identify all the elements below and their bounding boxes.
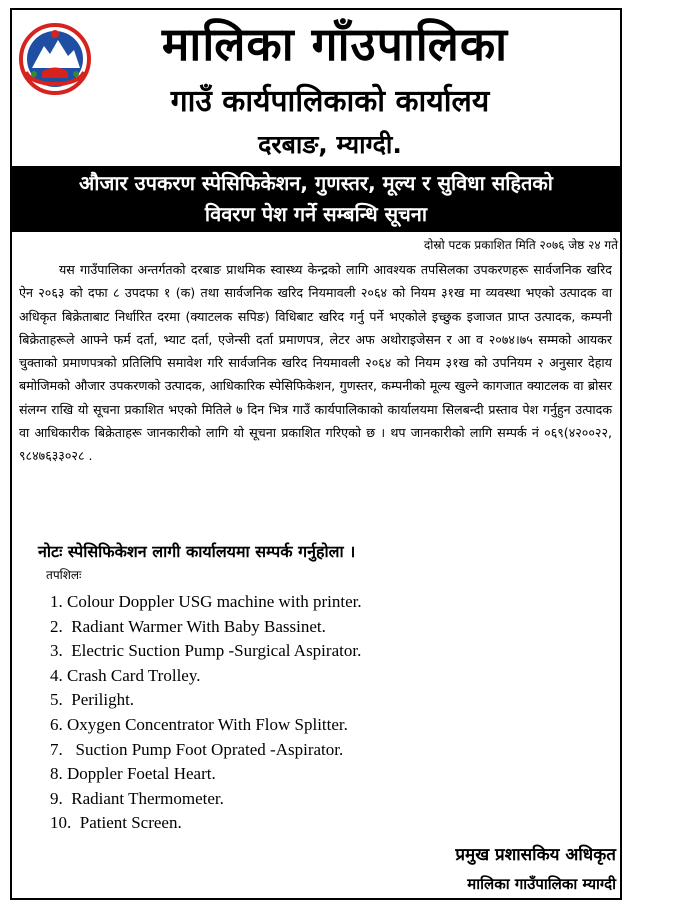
equipment-list xyxy=(50,590,362,836)
list-item: 10. Patient Screen. xyxy=(50,813,182,833)
notice-body xyxy=(19,258,612,468)
publish-date: दोस्रो पटक प्रकाशित मिति २०७६ जेष्ठ २४ गते xyxy=(423,238,618,252)
specification-note: नोटः स्पेसिफिकेशन लागी कार्यालयमा सम्पर्क गर्नुहोला । xyxy=(38,542,356,561)
list-item: 6. Oxygen Concentrator With Flow Splitter. xyxy=(50,714,348,734)
office-address: दरबाङ, म्याग्दी. xyxy=(258,130,402,159)
headline-line-2: विवरण पेश गर्ने सम्बन्धि सूचना xyxy=(204,202,428,226)
notice-headline-banner xyxy=(11,166,621,232)
list-label: तपशिलः xyxy=(46,568,82,582)
list-item: 3. Electric Suction Pump -Surgical Aspirator. xyxy=(50,641,362,661)
notice-body-paragraph: यस गाउँपालिका अन्तर्गतको दरबाङ प्राथमिक स्वास्थ्य केन्द्रको लागि आवश्यक तपसिलका उपकरणहरू सार्वजनिक खरिद ऐन २०६३ को दफा ८ उपदफा १ (क) तथा सार्वजनिक खरिद नियमावली २०६४ को नियम ३१ख मा व्यवस्था भएको उत्पादक वा अधिकृत बिक्रेताबाट निर्धारित दरमा (क्याटलक सपिङ) विधिबाट खरिद गर्नु पर्ने भएकोले इच्छुक इजाजत प्राप्त उत्पादक, कम्पनी बिक्रेताहरूले आफ्ने फर्म दर्ता, भ्याट दर्ता, एजेन्सी दर्ता प्रमाणपत्र, लेटर अफ अथोराइजेसन र आ व २०७४।७५ सम्मको आयकर चुक्ताको प्रमाणपत्रको प्रतिलिपि समावेश गरि सार्वजनिक खरिद नियमावली २०६४ को नियम ३१ख को उपनियम २ अनुसार देहाय बमोजिमको औजार उपकरणको उत्पादक, आधिकारिक स्पेसिफिकेशन, गुणस्तर, कम्पनीको मूल्य खुल्ने कागजात क्याटलक वा ब्रोसर संलग्न राखि यो सूचना प्रकाशित भएको मितिले ७ दिन भित्र गाउँ कार्यपालिकाको कार्यालयमा सिलबन्दी प्रस्ताव पेश गर्नुहुन उत्पादक वा आधिकारीक बिक्रेताहरू जानकारीको लागि यो सूचना प्रकाशित गरिएको छ । थप जानकारीको लागि सम्पर्क नं ०६९(४२००२२, ९८४७६३३०२८ . xyxy=(19,262,612,464)
nepal-government-emblem-icon xyxy=(18,22,92,96)
headline-line-1: औजार उपकरण स्पेसिफिकेशन, गुणस्तर, मूल्य र सुविधा सहितको xyxy=(79,171,553,195)
signatory-designation: प्रमुख प्रशासकिय अधिकृत xyxy=(455,845,616,865)
list-item: 7. Suction Pump Foot Oprated -Aspirator. xyxy=(50,739,344,759)
list-item: 2. Radiant Warmer With Baby Bassinet. xyxy=(50,616,326,636)
list-item: 1. Colour Doppler USG machine with printer. xyxy=(50,592,362,611)
office-subtitle: गाउँ कार्यपालिकाको कार्यालय xyxy=(170,84,490,119)
list-item: 8. Doppler Foetal Heart. xyxy=(50,764,216,784)
signatory-office: मालिका गाउँपालिका म्याग्दी xyxy=(467,875,616,893)
list-item: 9. Radiant Thermometer. xyxy=(50,788,224,808)
list-item: 5. Perilight. xyxy=(50,690,135,710)
list-item: 4. Crash Card Trolley. xyxy=(50,665,201,685)
municipality-title: मालिका गाँउपालिका xyxy=(161,17,509,71)
